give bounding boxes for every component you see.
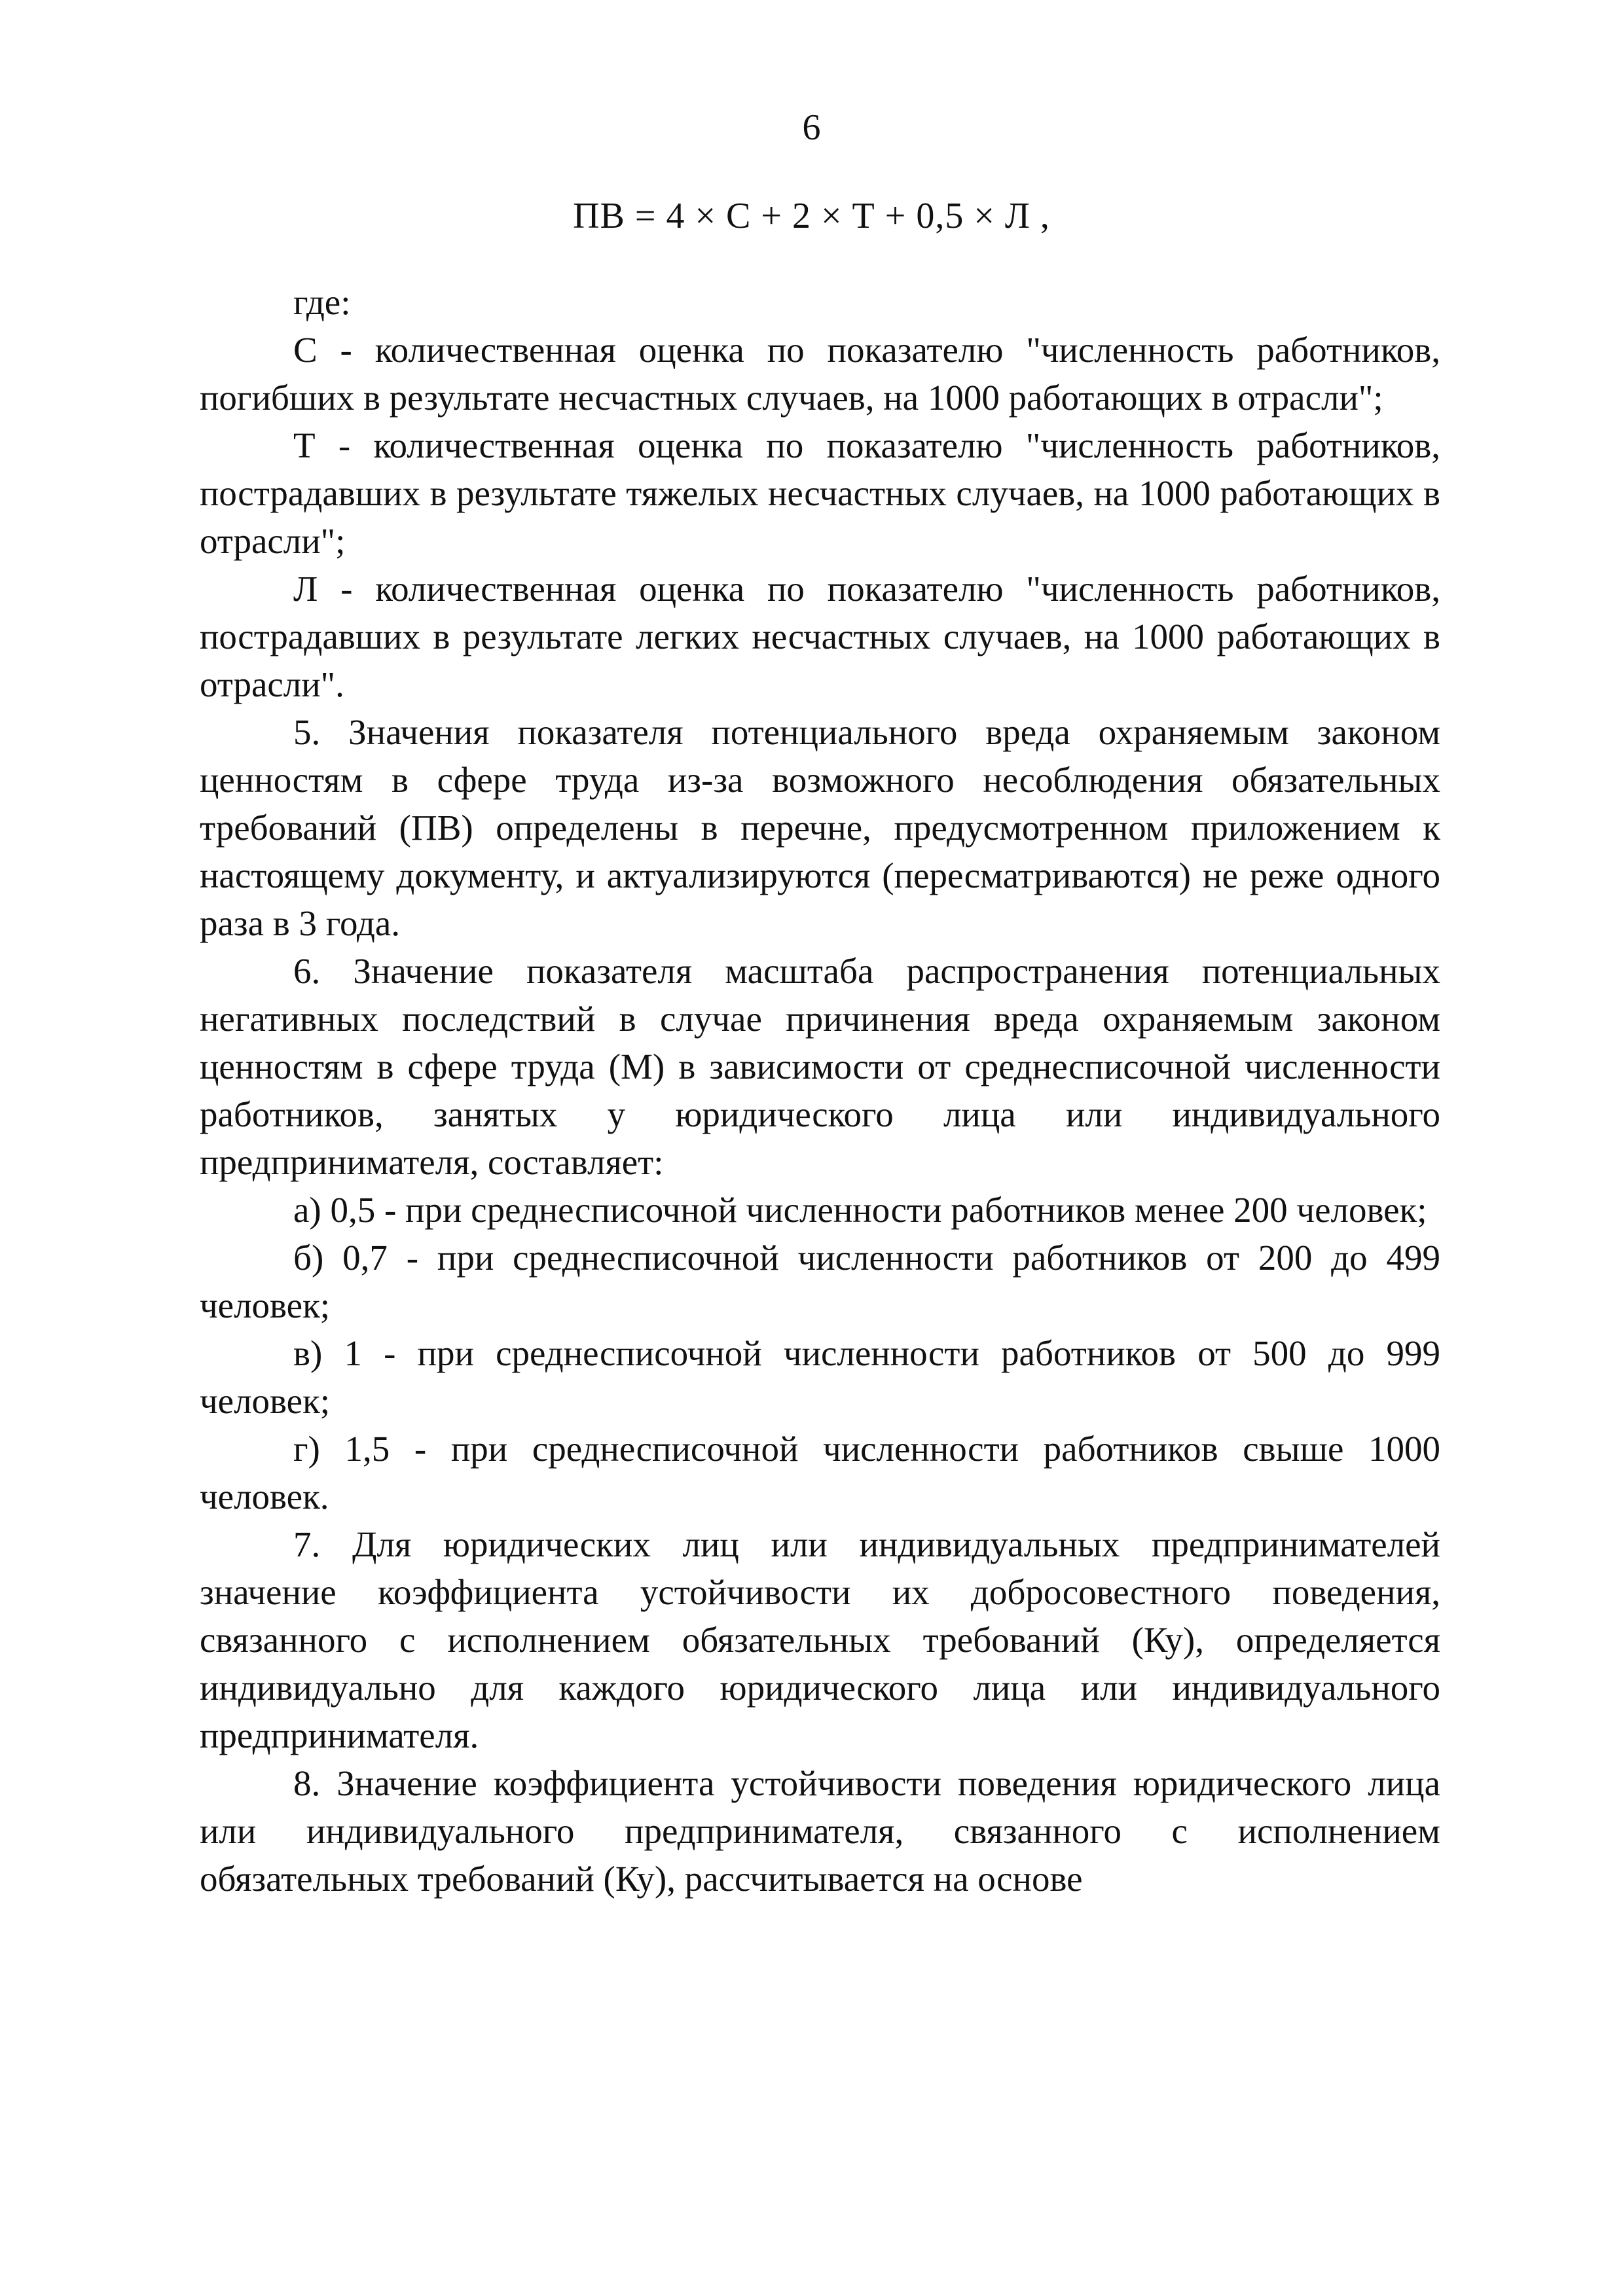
paragraph-definition-c: С - количественная оценка по показателю "численность работников, погибших в результате несчастных случаев, на 1000 работающих в отрасли";	[200, 330, 1440, 418]
body-text	[200, 278, 1440, 1903]
paragraph-definition-t: Т - количественная оценка по показателю "численность работников, пострадавших в результате тяжелых несчастных случаев, на 1000 работающих в отрасли";	[200, 425, 1440, 561]
paragraph-item-6b: б) 0,7 - при среднесписочной численности работников от 200 до 499 человек;	[200, 1238, 1440, 1325]
paragraph-item-6: 6. Значение показателя масштаба распространения потенциальных негативных последствий в случае причинения вреда охраняемым законом ценностям в сфере труда (М) в зависимости от среднесписочной численности работников, занятых у юридического лица или индивидуального предпринимателя, составляет:	[200, 951, 1440, 1182]
paragraph-item-6a: а) 0,5 - при среднесписочной численности работников менее 200 человек;	[293, 1190, 1427, 1230]
paragraph-definition-l: Л - количественная оценка по показателю "численность работников, пострадавших в результате легких несчастных случаев, на 1000 работающих в отрасли".	[200, 569, 1440, 704]
paragraph-item-6v: в) 1 - при среднесписочной численности работников от 500 до 999 человек;	[200, 1333, 1440, 1421]
paragraph-where: где:	[293, 282, 351, 322]
paragraph-item-7: 7. Для юридических лиц или индивидуальных предпринимателей значение коэффициента устойчивости их добросовестного поведения, связанного с исполнением обязательных требований (Ку), определяется индивидуально для каждого юридического лица или индивидуального предпринимателя.	[200, 1524, 1440, 1755]
page-number: 6	[802, 107, 821, 148]
paragraph-item-8: 8. Значение коэффициента устойчивости поведения юридического лица или индивидуального предпринимателя, связанного с исполнением обязательных требований (Ку), рассчитывается на основе	[200, 1763, 1440, 1899]
paragraph-item-5: 5. Значения показателя потенциального вреда охраняемым законом ценностям в сфере труда из-за возможного несоблюдения обязательных требований (ПВ) определены в перечне, предусмотренном приложением к настоящему документу, и актуализируются (пересматриваются) не реже одного раза в 3 года.	[200, 712, 1440, 943]
formula: ПВ = 4 × С + 2 × Т + 0,5 × Л ,	[573, 196, 1050, 236]
paragraph-item-6g: г) 1,5 - при среднесписочной численности работников свыше 1000 человек.	[200, 1429, 1440, 1516]
